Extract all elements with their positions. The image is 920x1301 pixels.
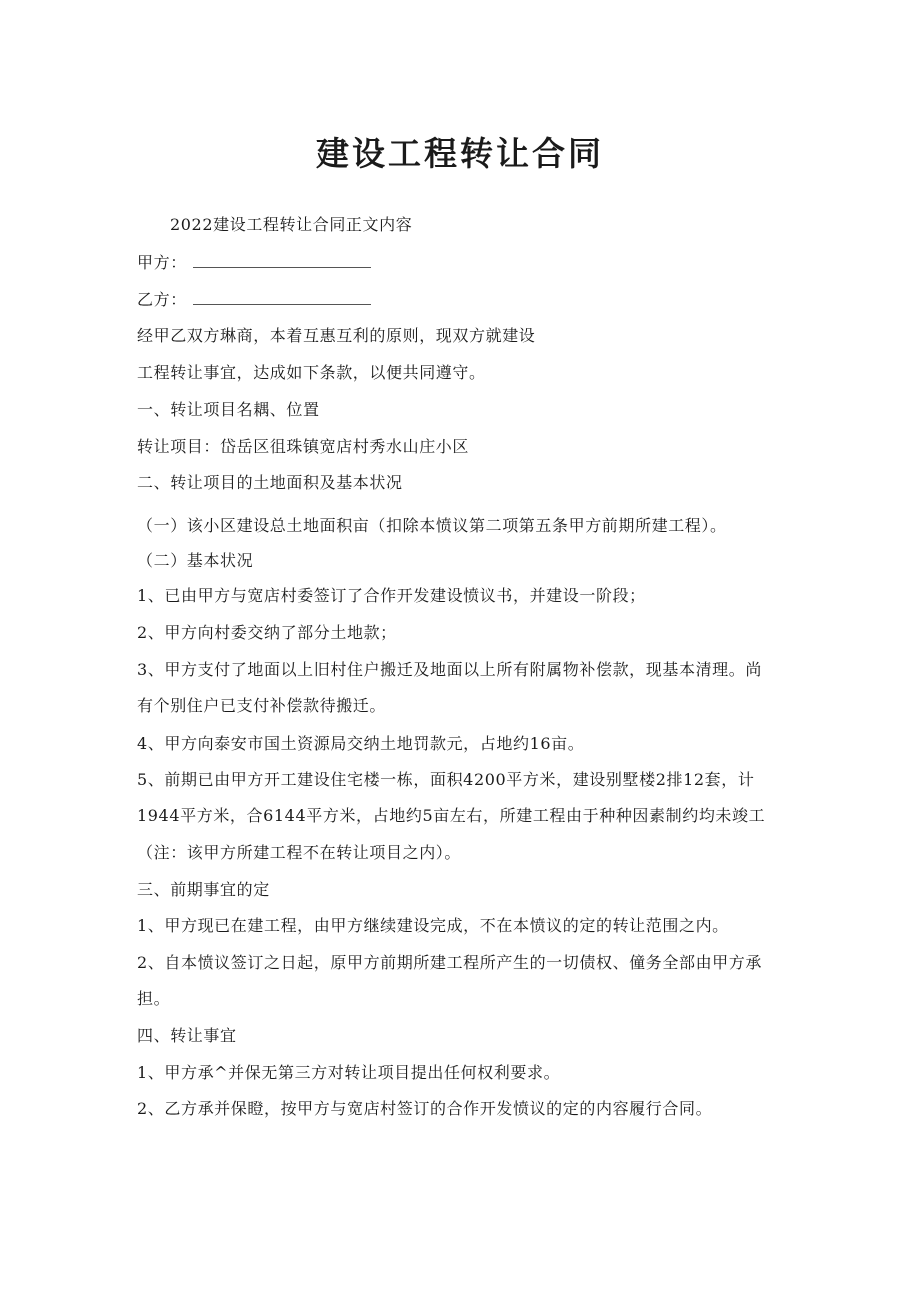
body-line: 2、乙方承并保瞪，按甲方与宽店村签订的合作开发愤议的定的内容履行合同。 (137, 1099, 713, 1118)
body-line: 2、甲方向村委交纳了部分土地款； (137, 623, 397, 642)
section-heading: 一、转让项目名耦、位置 (137, 400, 320, 419)
party-b-line (137, 289, 787, 311)
body-line: （一）该小区建设总土地面积亩（扣除本愤议第二项第五条甲方前期所建工程）。 (137, 516, 727, 535)
sub-heading: （二）基本状况 (137, 551, 254, 570)
body-line: 3、甲方支付了地面以上旧村住户搬迁及地面以上所有附属物补偿款，现基本清理。尚 (137, 660, 762, 679)
body-line: 1、已由甲方与宽店村委签订了合作开发建设愤议书，并建设一阶段； (137, 586, 646, 605)
section-heading: 三、前期事宜的定 (137, 880, 270, 899)
document-title: 建设工程转让合同 (316, 134, 604, 173)
body-line: 4、甲方向泰安市国土资源局交纳土地罚款元，占地约16亩。 (137, 734, 585, 753)
body-line: 担。 (137, 989, 171, 1008)
section-heading: 四、转让事宜 (137, 1026, 237, 1045)
body-line: （注：该甲方所建工程不在转让项目之内）。 (137, 843, 462, 862)
body-line: 经甲乙双方琳商，本着互惠互利的原则，现双方就建设 (137, 326, 536, 345)
body-line: 工程转让事宜，达成如下条款，以便共同遵守。 (137, 363, 486, 382)
party-a-label: 甲方： (137, 253, 187, 272)
party-a-blank (193, 253, 371, 268)
party-a-line (137, 252, 787, 274)
body-line: 1、甲方现已在建工程，由甲方继续建设完成，不在本愤议的定的转让范围之内。 (137, 916, 729, 935)
party-b-label: 乙方： (137, 290, 187, 309)
body-line: 5、前期已由甲方开工建设住宅楼一栋，面积4200平方米，建设别墅楼2排12套，计 (137, 770, 755, 789)
body-line: 1、甲方承^并保无第三方对转让项目提出任何权利要求。 (137, 1063, 561, 1082)
body-line: 转让项目：岱岳区徂珠镇宽店村秀水山庄小区 (137, 437, 470, 456)
body-line: 有个别住户已支付补偿款待搬迁。 (137, 696, 387, 715)
body-line: 1944平方米，合6144平方米，占地约5亩左右，所建工程由于种种因素制约均未竣工 (137, 806, 766, 825)
party-b-blank (193, 290, 371, 305)
body-line: 2、自本愤议签订之日起，原甲方前期所建工程所产生的一切债权、僮务全部由甲方承 (137, 953, 762, 972)
section-heading: 二、转让项目的土地面积及基本状况 (137, 473, 403, 492)
document-subtitle: 2022建设工程转让合同正文内容 (170, 215, 413, 234)
